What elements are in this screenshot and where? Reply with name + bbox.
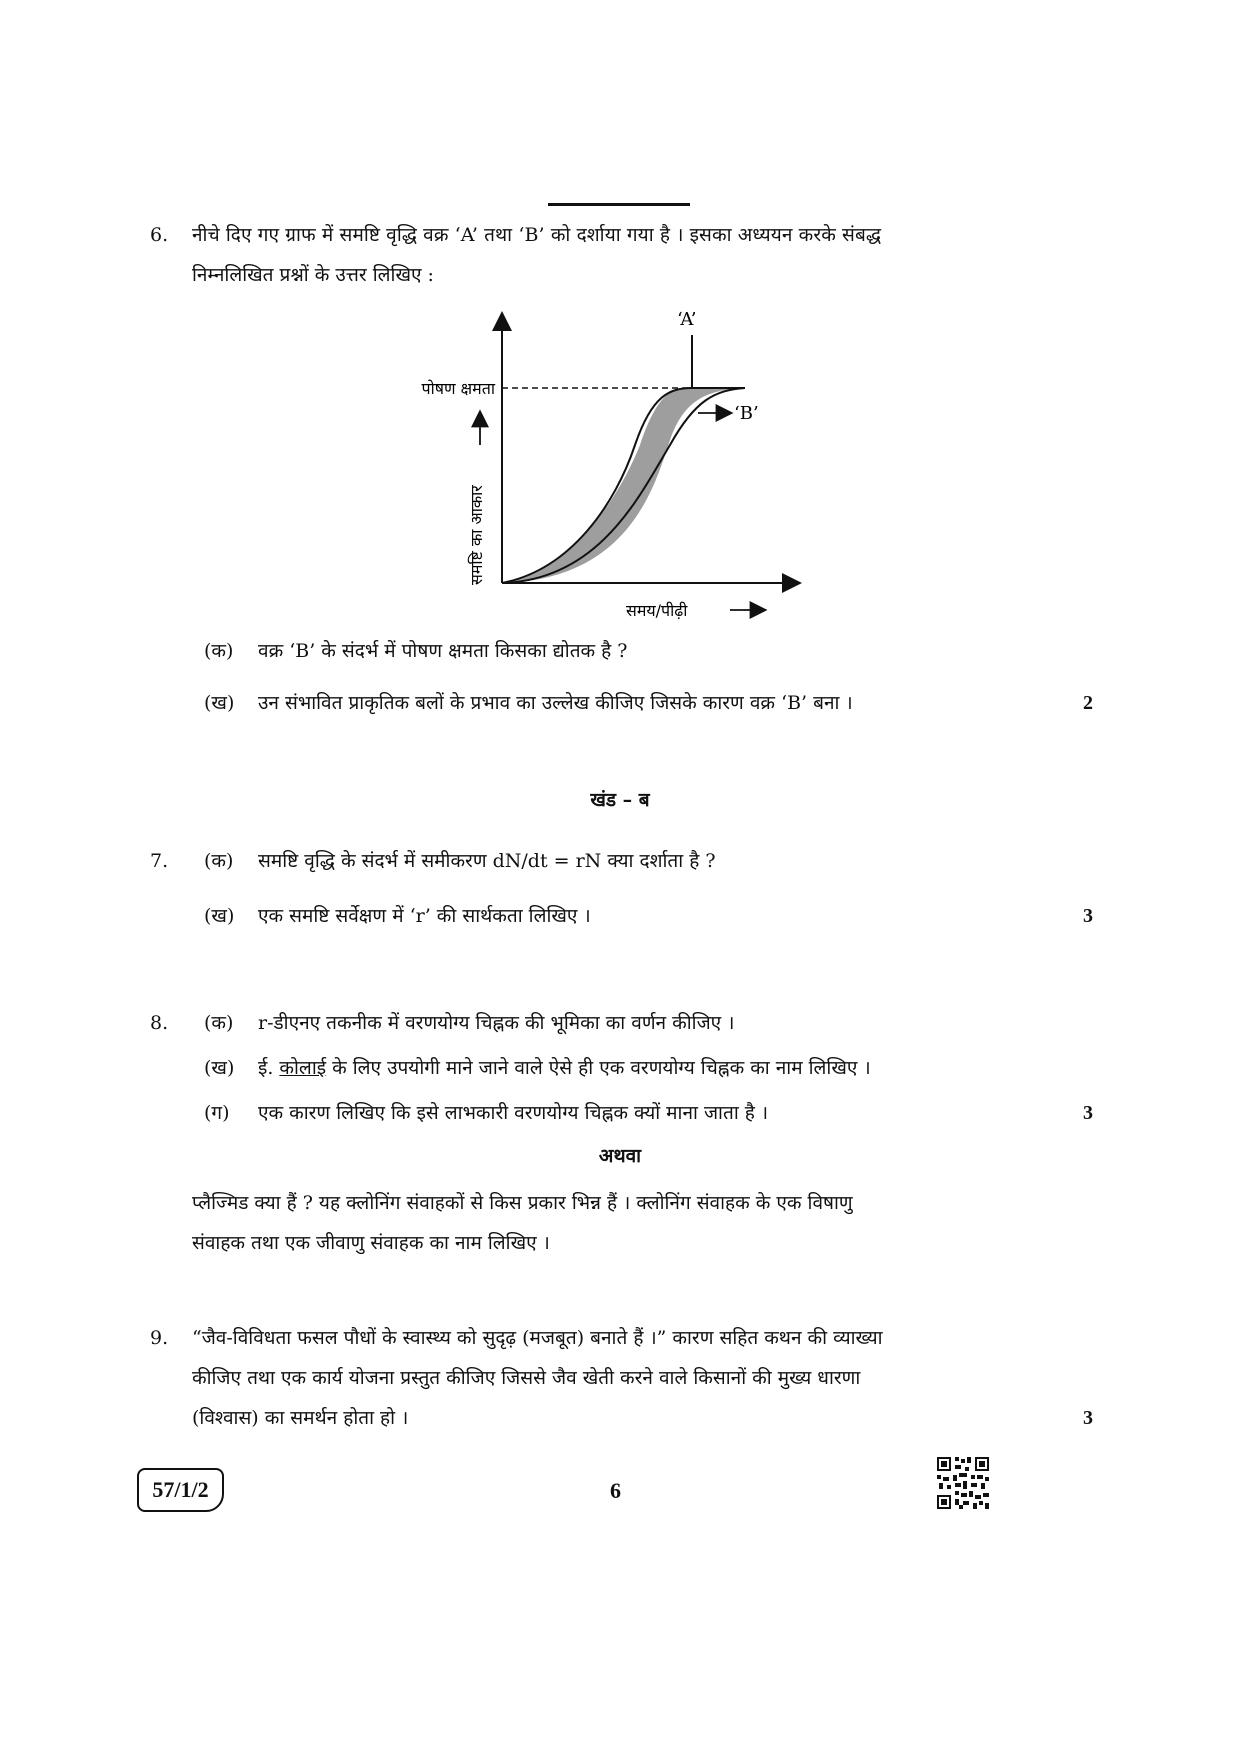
shaded-region	[502, 388, 745, 583]
q7-number: 7.	[150, 850, 169, 872]
q6-line2: निम्नलिखित प्रश्नों के उत्तर लिखिए :	[192, 264, 434, 286]
q8-a-marker: (क)	[204, 1012, 234, 1034]
q7-b-text: एक समष्टि सर्वेक्षण में ‘r’ की सार्थकता लिखिए ।	[258, 905, 591, 927]
q9-number: 9.	[150, 1327, 169, 1349]
q8-b-marker: (ख)	[204, 1057, 235, 1079]
carrying-capacity-label: पोषण क्षमता	[421, 379, 495, 398]
q9-line1: “जैव-विविधता फसल पौधों के स्वास्थ्य को सुदृढ़ (मजबूत) बनाते हैं ।” कारण सहित कथन की व्याख्या	[192, 1327, 883, 1349]
q8-b-text	[258, 1055, 871, 1081]
q6-a-marker: (क)	[204, 640, 234, 662]
growth-curve-graph	[370, 295, 830, 630]
qr-code-icon	[937, 1457, 989, 1509]
q8-a-text: r-डीएनए तकनीक में वरणयोग्य चिह्नक की भूमिका का वर्णन कीजिए ।	[258, 1012, 735, 1034]
q8-b-pre: ई.	[258, 1057, 280, 1079]
top-rule	[548, 203, 690, 206]
q8-c-marker: (ग)	[204, 1102, 230, 1124]
q9-marks: 3	[1083, 1407, 1093, 1429]
q6-line1: नीचे दिए गए ग्राफ में समष्टि वृद्धि वक्र ‘A’ तथा ‘B’ को दर्शाया गया है । इसका अध्ययन करके संबद्ध	[192, 224, 882, 246]
page-number: 6	[610, 1478, 621, 1503]
q7-b-marker: (ख)	[204, 905, 235, 927]
q7-a-marker: (क)	[204, 850, 234, 872]
y-axis-label: समष्टि का आकार	[467, 485, 486, 585]
q6-b-text: उन संभावित प्राकृतिक बलों के प्रभाव का उल्लेख कीजिए जिसके कारण वक्र ‘B’ बना ।	[258, 692, 853, 714]
q8-or-line2: संवाहक तथा एक जीवाणु संवाहक का नाम लिखिए ।	[192, 1232, 550, 1254]
or-label: अथवा	[598, 1145, 642, 1167]
q6-a-text: वक्र ‘B’ के संदर्भ में पोषण क्षमता किसका द्योतक है ?	[258, 640, 628, 662]
q6-number: 6.	[150, 224, 169, 246]
section-title: खंड – ब	[590, 789, 650, 811]
q9-line2: कीजिए तथा एक कार्य योजना प्रस्तुत कीजिए जिससे जैव खेती करने वाले किसानों की मुख्य धारणा	[192, 1367, 861, 1389]
q8-c-text: एक कारण लिखिए कि इसे लाभकारी वरणयोग्य चिह्नक क्यों माना जाता है ।	[258, 1102, 769, 1124]
q8-b-underlined: कोलाई	[279, 1057, 327, 1079]
q6-marks: 2	[1083, 692, 1093, 714]
q9-line3: (विश्वास) का समर्थन होता हो ।	[192, 1407, 409, 1429]
label-a: ‘A’	[677, 309, 697, 330]
q8-number: 8.	[150, 1012, 169, 1034]
q6-b-marker: (ख)	[204, 692, 235, 714]
q8-marks: 3	[1083, 1102, 1093, 1124]
paper-code: 57/1/2	[137, 1468, 224, 1512]
label-b: ‘B’	[734, 403, 759, 424]
q8-or-line1: प्लैज्मिड क्या हैं ? यह क्लोनिंग संवाहकों से किस प्रकार भिन्न हैं । क्लोनिंग संवाहक के एक विषाणु	[192, 1192, 853, 1214]
x-axis-label: समय/पीढ़ी	[626, 601, 688, 620]
q7-marks: 3	[1083, 905, 1093, 927]
q8-b-post: के लिए उपयोगी माने जाने वाले ऐसे ही एक वरणयोग्य चिह्नक का नाम लिखिए ।	[326, 1057, 871, 1079]
q7-a-text: समष्टि वृद्धि के संदर्भ में समीकरण dN/dt = rN क्या दर्शाता है ?	[258, 850, 716, 872]
